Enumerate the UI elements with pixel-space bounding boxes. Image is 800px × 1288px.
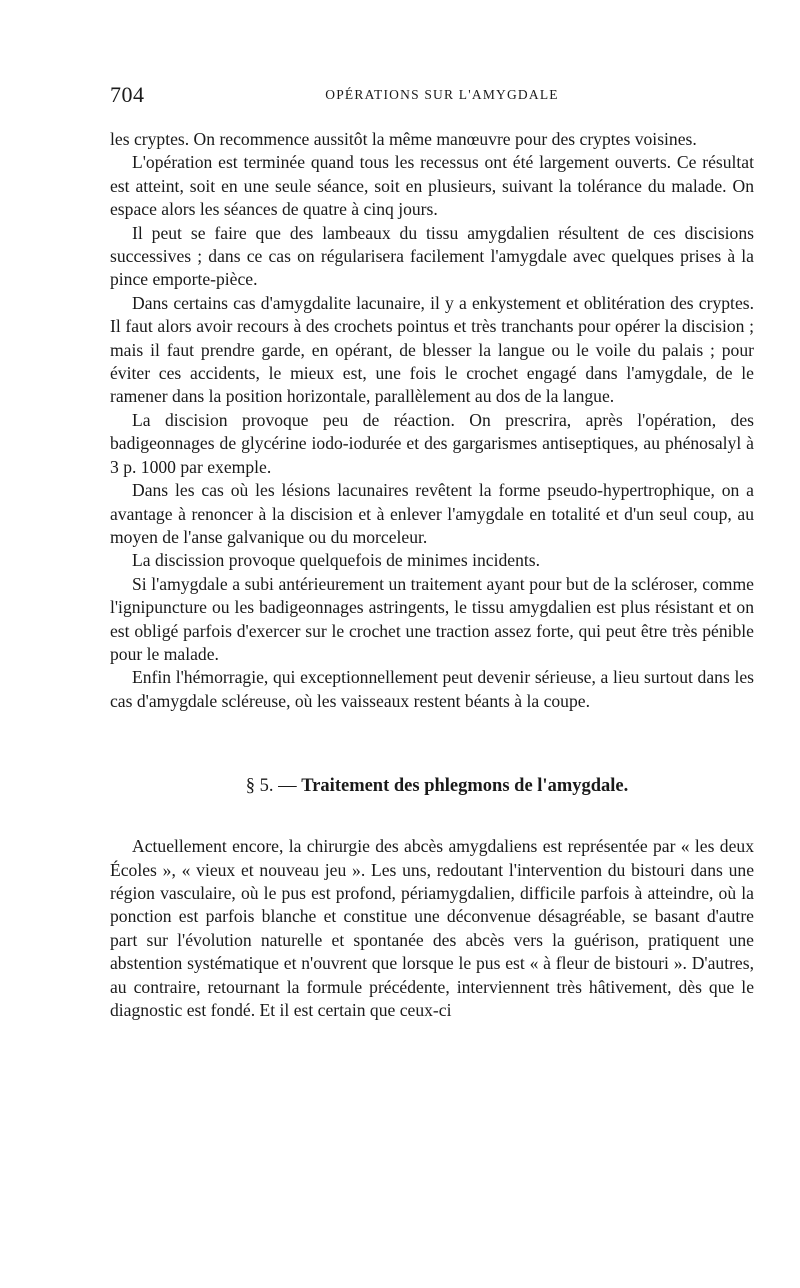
- section-spacer-bottom: [110, 799, 754, 835]
- section-number: § 5.: [245, 776, 274, 797]
- body-text-part2: [110, 835, 754, 1022]
- section-heading: [110, 773, 754, 799]
- paragraph-4: Dans certains cas d'amygdalite lacunaire, il y a enkystement et oblitération des cryptes. Il faut alors avoir recours à des crochets pointus et très tranchants pour opérer la discision ; mais il faut prendre garde, en opérant, de blesser la langue ou le voile du palais ; pour éviter ces accidents, le mieux est, une fois le crochet engagé dans l'amygdale, de le ramener dans la position horizontale, parallèlement au dos de la langue.: [110, 292, 754, 407]
- book-page: [110, 82, 754, 1022]
- section-title: Traitement des phlegmons de l'amygdale.: [301, 776, 629, 797]
- paragraph-9: Enfin l'hémorragie, qui exceptionnellement peut devenir sérieuse, a lieu surtout dans les cas d'amygdale scléreuse, où les vaisseaux restent béants à la coupe.: [110, 667, 754, 711]
- paragraph-5: La discision provoque peu de réaction. On prescrira, après l'opération, des badigeonnages de glycérine iodo-iodurée et des gargarismes antiseptiques, au phénosalyl à 3 p. 1000 par exemple.: [110, 409, 754, 477]
- paragraph-7: La discission provoque quelquefois de minimes incidents.: [132, 550, 541, 571]
- running-head: [110, 82, 754, 110]
- section-dash: —: [273, 776, 302, 797]
- paragraph-10: Actuellement encore, la chirurgie des abcès amygdaliens est représentée par « les deux Écoles », « vieux et nouveau jeu ». Les uns, redoutant l'intervention du bistouri dans une région vasculaire, où le pus est profond, périamygdalien, difficile parfois à atteindre, où la ponction est parfois blanche et constitue une déconvenue désagréable, se basant d'autre part sur l'évolution naturelle et spontanée des abcès vers la guérison, pratiquent une abstention systématique et n'ouvrent que lorsque le pus est « à fleur de bistouri ». D'autres, au contraire, retournant la formule précédente, interviennent très hâtivement, dès que le diagnostic est fondé. Et il est certain que ceux-ci: [110, 836, 754, 1020]
- paragraph-2: L'opération est terminée quand tous les recessus ont été largement ouverts. Ce résultat est atteint, soit en une seule séance, soit en plusieurs, suivant la tolérance du malade. On espace alors les séances de quatre à cinq jours.: [110, 152, 754, 220]
- page-number: 704: [110, 82, 145, 107]
- paragraph-8: Si l'amygdale a subi antérieurement un traitement ayant pour but de la scléroser, comme l'ignipuncture ou les badigeonnages astringents, le tissu amygdalien est plus résistant et on est obligé parfois d'exercer sur le crochet une traction assez forte, qui peut être très pénible pour le malade.: [110, 573, 754, 664]
- running-title: OPÉRATIONS SUR L'AMYGDALE: [325, 87, 559, 102]
- body-text-part1: [110, 128, 754, 713]
- section-spacer-top: [110, 713, 754, 773]
- paragraph-1: les cryptes. On recommence aussitôt la même manœuvre pour des cryptes voisines.: [110, 129, 697, 149]
- paragraph-3: Il peut se faire que des lambeaux du tissu amygdalien résultent de ces discisions successives ; dans ce cas on régularisera facilement l'amygdale avec quelques prises à la pince emporte-pièce.: [110, 222, 754, 290]
- paragraph-6: Dans les cas où les lésions lacunaires revêtent la forme pseudo-hypertrophique, on a avantage à renoncer à la discision et à enlever l'amygdale en totalité et d'un seul coup, au moyen de l'anse galvanique ou du morceleur.: [110, 480, 754, 547]
